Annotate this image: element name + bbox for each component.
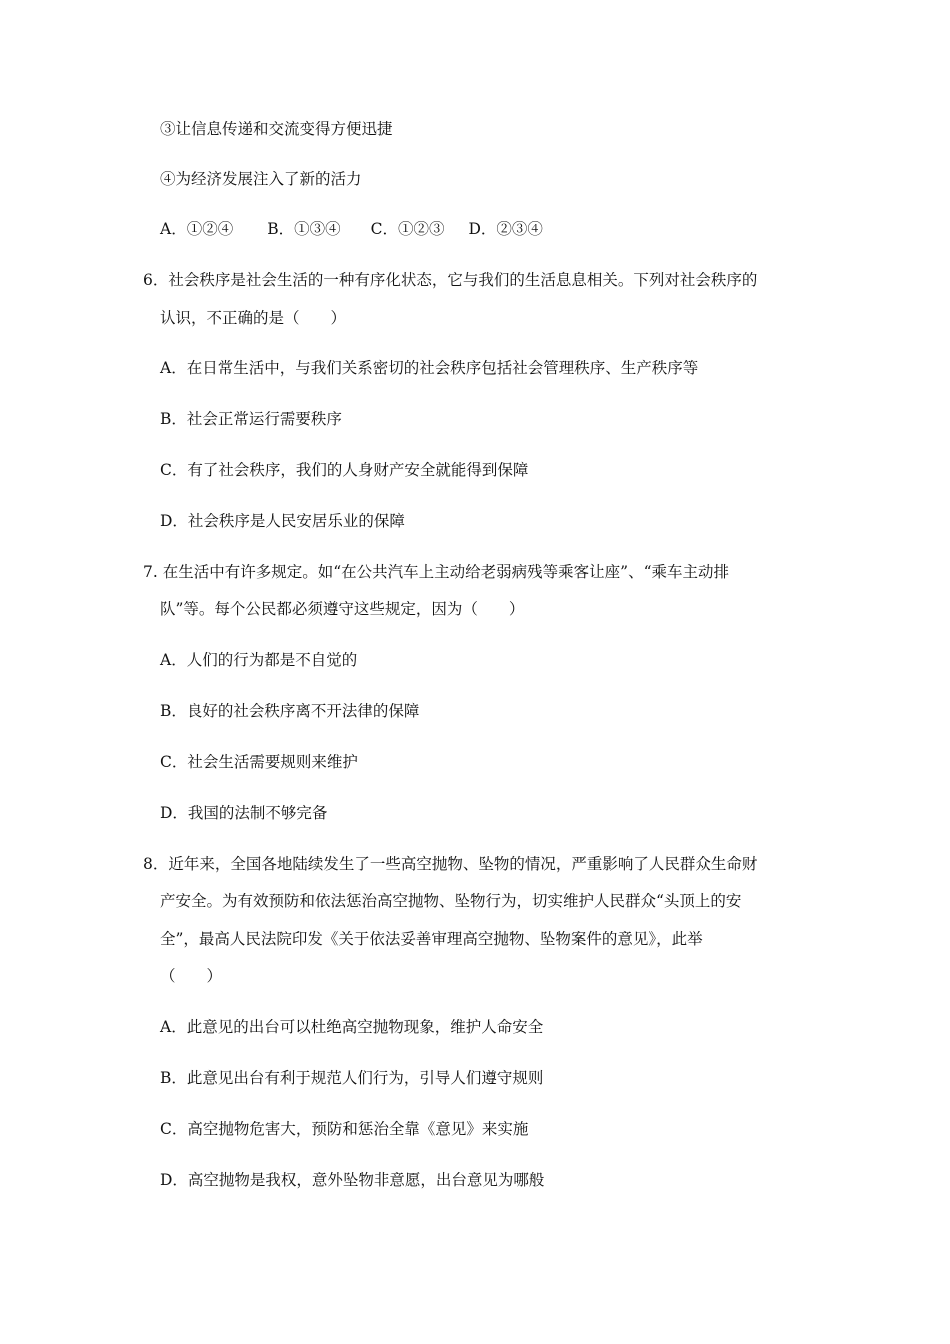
- q5-option-c: C．①②③: [370, 220, 445, 238]
- q8-option-a: A．此意见的出台可以杜绝高空抛物现象，维护人命安全: [160, 1018, 544, 1036]
- q8-stem-line-4: （ ）: [160, 967, 223, 985]
- q7-option-d: D．我国的法制不够完备: [160, 804, 328, 822]
- q7-option-c: C．社会生活需要规则来维护: [160, 753, 358, 771]
- q7-stem-line-1: 7. 在生活中有许多规定。如“在公共汽车上主动给老弱病残等乘客让座”、“乘车主动排: [143, 563, 729, 581]
- q8-option-d: D．高空抛物是我权，意外坠物非意愿，出台意见为哪般: [160, 1171, 545, 1189]
- q8-stem-line-2: 产安全。为有效预防和依法惩治高空抛物、坠物行为，切实维护人民群众“头顶上的安: [160, 892, 742, 910]
- q5-statement-3: ③让信息传递和交流变得方便迅捷: [160, 120, 393, 138]
- q6-option-a: A．在日常生活中，与我们关系密切的社会秩序包括社会管理秩序、生产秩序等: [160, 359, 699, 377]
- q8-option-b: B．此意见出台有利于规范人们行为，引导人们遵守规则: [160, 1069, 544, 1087]
- q5-option-b: B．①③④: [267, 220, 341, 238]
- q5-option-d: D．②③④: [468, 220, 543, 238]
- q8-stem-line-3: 全”，最高人民法院印发《关于依法妥善审理高空抛物、坠物案件的意见》，此举: [160, 930, 703, 948]
- q7-stem-line-2: 队”等。每个公民都必须遵守这些规定，因为（ ）: [160, 600, 525, 618]
- q6-stem-line-2: 认识，不正确的是（ ）: [160, 309, 347, 327]
- q5-statement-4: ④为经济发展注入了新的活力: [160, 170, 362, 188]
- q8-stem-line-1: 8．近年来，全国各地陆续发生了一些高空抛物、坠物的情况，严重影响了人民群众生命财: [143, 855, 758, 873]
- q5-options: [160, 222, 543, 238]
- q6-option-c: C．有了社会秩序，我们的人身财产安全就能得到保障: [160, 461, 529, 479]
- q8-option-c: C．高空抛物危害大，预防和惩治全靠《意见》来实施: [160, 1120, 529, 1138]
- q5-option-a: A．①②④: [160, 220, 234, 238]
- q6-option-d: D．社会秩序是人民安居乐业的保障: [160, 512, 405, 530]
- q6-stem-line-1: 6．社会秩序是社会生活的一种有序化状态，它与我们的生活息息相关。下列对社会秩序的: [143, 271, 758, 289]
- q7-option-a: A．人们的行为都是不自觉的: [160, 651, 358, 669]
- q7-option-b: B．良好的社会秩序离不开法律的保障: [160, 702, 420, 720]
- q6-option-b: B．社会正常运行需要秩序: [160, 410, 342, 428]
